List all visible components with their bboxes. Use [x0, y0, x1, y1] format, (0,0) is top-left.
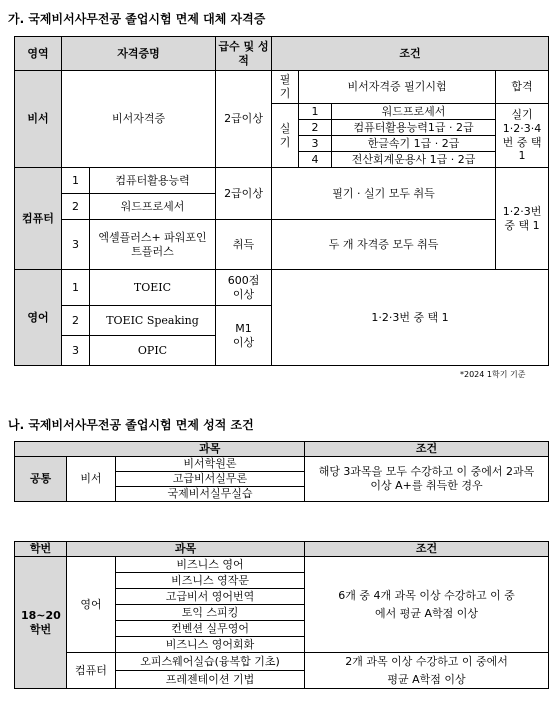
header-subject: 과목	[116, 442, 305, 457]
header-cert: 자격증명	[62, 37, 216, 71]
subject-item: 국제비서실무실습	[116, 487, 305, 502]
label-practical: 실기	[272, 104, 299, 168]
note-text: *2024 1학기 기준	[460, 370, 526, 379]
item-no: 2	[62, 306, 90, 336]
item-no: 1	[62, 270, 90, 306]
row-year: 18~20 학번	[15, 557, 67, 689]
subject-item: 비즈니스 영어	[116, 557, 305, 573]
practical-item: 컴퓨터활용능력1급 · 2급	[332, 120, 496, 136]
subject-item: 고급비서 영어번역	[116, 589, 305, 605]
subject-item: 오피스웨어실습(융복합 기초)	[116, 653, 305, 671]
computer-rule: 1·2·3번 중 택 1	[496, 168, 549, 270]
practical-rule: 실기 1·2·3·4번 중 택 1	[496, 104, 549, 168]
grade-computer-3: 취득	[216, 220, 272, 270]
english-cert: OPIC	[90, 336, 216, 366]
practical-no: 1	[299, 104, 332, 120]
condition-computer-12: 필기 · 실기 모두 취득	[272, 168, 496, 220]
year-grade-table	[14, 541, 549, 689]
computer-cert: 컴퓨터활용능력	[90, 168, 216, 194]
english-cert: TOEIC Speaking	[90, 306, 216, 336]
practical-no: 3	[299, 136, 332, 152]
header-area: 영역	[15, 37, 62, 71]
english-condition: 6개 중 4개 과목 이상 수강하고 이 중에서 평균 A학점 이상	[305, 557, 549, 653]
header-year: 학번	[15, 542, 67, 557]
english-rule: 1·2·3번 중 택 1	[272, 270, 549, 366]
item-no: 1	[62, 168, 90, 194]
practical-item: 한글속기 1급 · 2급	[332, 136, 496, 152]
common-grade-table	[14, 441, 549, 502]
subject-item: 토익 스피킹	[116, 605, 305, 621]
item-no: 2	[62, 194, 90, 220]
computer-cert: 엑셀플러스+ 파워포인트플러스	[90, 220, 216, 270]
english-cert: TOEIC	[90, 270, 216, 306]
header-grade: 급수 및 성적	[216, 37, 272, 71]
subject-item: 비서학원론	[116, 457, 305, 472]
subject-item: 비즈니스 영어회화	[116, 637, 305, 653]
subject-item: 컨벤션 실무영어	[116, 621, 305, 637]
group-english: 영어	[67, 557, 116, 653]
header-condition: 조건	[305, 542, 549, 557]
header-condition: 조건	[272, 37, 549, 71]
computer-cert: 워드프로세서	[90, 194, 216, 220]
grade-computer-12: 2급이상	[216, 168, 272, 220]
grade-secretary: 2급이상	[216, 71, 272, 168]
area-english: 영어	[15, 270, 62, 366]
section-b-title: 나. 국제비서사무전공 졸업시험 면제 성적 조건	[8, 418, 254, 432]
computer-condition: 2개 과목 이상 수강하고 이 중에서 평균 A학점 이상	[305, 653, 549, 689]
practical-item: 전산회계운용사 1급 · 2급	[332, 152, 496, 168]
practical-no: 2	[299, 120, 332, 136]
header-subject: 과목	[67, 542, 305, 557]
subject-item: 비즈니스 영작문	[116, 573, 305, 589]
label-written: 필기	[272, 71, 299, 104]
common-condition: 해당 3과목을 모두 수강하고 이 중에서 2과목 이상 A+를 취득한 경우	[305, 457, 549, 502]
section-a-title: 가. 국제비서사무전공 졸업시험 면제 대체 자격증	[8, 12, 266, 26]
cert-secretary: 비서자격증	[62, 71, 216, 168]
grade-english-23: M1 이상	[216, 306, 272, 366]
item-no: 3	[62, 220, 90, 270]
grade-english-1: 600점 이상	[216, 270, 272, 306]
practical-item: 워드프로세서	[332, 104, 496, 120]
written-condition: 비서자격증 필기시험	[299, 71, 496, 104]
group-computer: 컴퓨터	[67, 653, 116, 689]
area-secretary: 비서	[15, 71, 62, 168]
written-pass: 합격	[496, 71, 549, 104]
certificate-table	[14, 36, 549, 366]
item-no: 3	[62, 336, 90, 366]
row-common: 공통	[15, 457, 67, 502]
group-secretary: 비서	[67, 457, 116, 502]
practical-no: 4	[299, 152, 332, 168]
area-computer: 컴퓨터	[15, 168, 62, 270]
subject-item: 고급비서실무론	[116, 472, 305, 487]
subject-item: 프레젠테이션 기법	[116, 671, 305, 689]
condition-computer-3: 두 개 자격증 모두 취득	[272, 220, 496, 270]
header-condition: 조건	[305, 442, 549, 457]
